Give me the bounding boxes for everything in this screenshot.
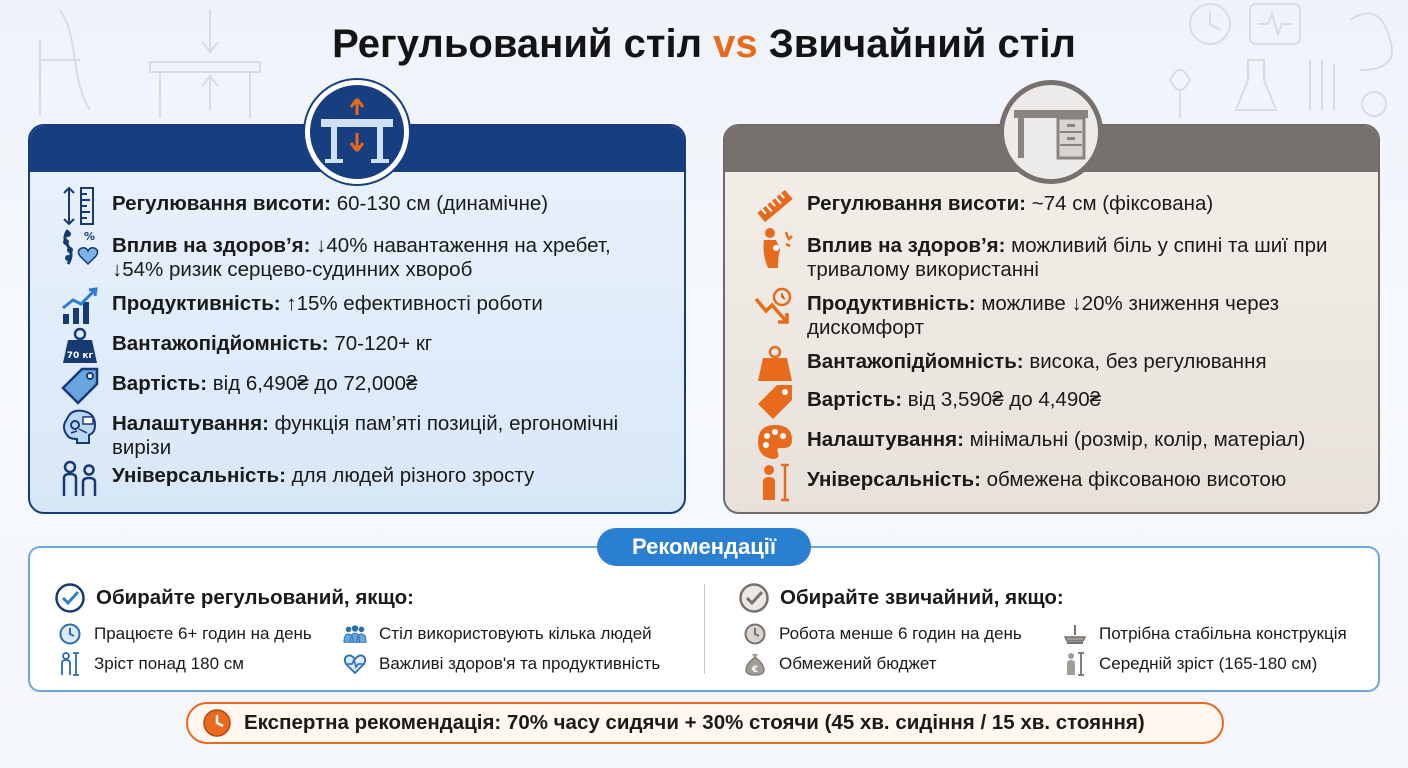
feature-value: 60-130 см (динамічне) <box>336 192 549 215</box>
feature-row-load <box>58 332 666 372</box>
feature-label: Налаштування: <box>112 412 269 435</box>
page-title <box>0 22 1408 67</box>
check-circle-icon <box>54 582 86 614</box>
recommend-item <box>743 621 1022 647</box>
weight-label: 70 кг <box>66 351 94 361</box>
recommend-adjustable-heading <box>54 582 414 614</box>
feature-value: можливе ↓20% зниження через дискомфорт <box>807 292 1280 339</box>
recommend-item <box>343 621 652 647</box>
feature-value: від 6,490₴ до 72,000₴ <box>212 372 418 395</box>
feature-value: можливий біль у спині та шиї при тривалому використанні <box>807 234 1328 281</box>
recommend-item <box>58 621 312 647</box>
svg-text:%: % <box>84 230 96 243</box>
feature-label: Продуктивність: <box>807 292 976 315</box>
adjustable-features-list <box>58 192 666 504</box>
person-height-icon <box>1063 652 1087 676</box>
recommend-regular-heading <box>738 582 1064 614</box>
svg-text:€: € <box>751 665 759 675</box>
feature-row-health <box>58 230 666 292</box>
palette-icon <box>753 420 797 464</box>
feature-value: від 3,590₴ до 4,490₴ <box>907 388 1102 411</box>
recommend-item-text: Середній зріст (165-180 см) <box>1099 654 1318 673</box>
feature-value: мінімальні (розмір, колір, матеріал) <box>969 428 1306 451</box>
feature-label: Вартість: <box>112 372 208 395</box>
clock-icon <box>58 622 82 646</box>
feature-row-versatility <box>58 464 666 504</box>
recommend-item-text: Стіл використовують кілька людей <box>379 624 652 643</box>
feature-row-price <box>58 372 666 412</box>
spine-heart-icon <box>58 226 102 270</box>
feature-label: Налаштування: <box>807 428 964 451</box>
feature-row-settings <box>58 412 666 464</box>
feature-value: обмежена фіксованою висотою <box>986 468 1287 491</box>
feature-value: 70-120+ кг <box>334 332 433 355</box>
feature-row-price <box>753 388 1360 428</box>
feature-value: ~74 см (фіксована) <box>1031 192 1214 215</box>
feature-label: Вантажопідйомність: <box>112 332 329 355</box>
recommendations-title: Рекомендації <box>597 528 811 566</box>
expert-text: Експертна рекомендація: 70% часу сидячи + 30% стоячи (45 хв. сидіння / 15 хв. стояння) <box>244 711 1145 734</box>
check-circle-icon <box>738 582 770 614</box>
title-regular: Звичайний стіл <box>768 22 1076 66</box>
recommend-item <box>58 651 244 677</box>
weight-icon <box>58 324 102 368</box>
expert-recommendation <box>186 702 1224 744</box>
person-height-icon <box>58 652 82 676</box>
clock-icon <box>202 708 232 738</box>
price-tag-icon <box>753 380 797 424</box>
office-desk-icon <box>999 80 1103 184</box>
title-adjustable: Регульований стіл <box>332 22 702 66</box>
adjustable-desk-card <box>28 124 686 514</box>
feature-row-height <box>753 192 1360 234</box>
ruler-icon <box>753 184 797 228</box>
feature-label: Продуктивність: <box>112 292 281 315</box>
feature-value: ↓40% навантаження на хребет, ↓54% ризик серцево-судинних хвороб <box>112 234 611 281</box>
feature-label: Вплив на здоров’я: <box>807 234 1006 257</box>
recommendations-divider <box>704 584 705 674</box>
recommend-adjustable <box>54 582 414 614</box>
recommend-item <box>1063 651 1317 677</box>
feature-label: Вартість: <box>807 388 903 411</box>
recommend-item-text: Потрібна стабільна конструкція <box>1099 624 1347 643</box>
group-icon <box>343 622 367 646</box>
anvil-icon <box>1063 622 1087 646</box>
feature-label: Універсальність: <box>112 464 286 487</box>
recommend-item-text: Важливі здоров'я та продуктивність <box>379 654 661 673</box>
brain-settings-icon <box>58 404 102 448</box>
feature-label: Регулювання висоти: <box>807 192 1027 215</box>
regular-features-list <box>753 192 1360 508</box>
feature-label: Універсальність: <box>807 468 981 491</box>
growth-chart-icon <box>58 284 102 328</box>
person-height-icon <box>753 460 797 504</box>
price-tag-icon <box>58 364 102 408</box>
title-vs: vs <box>713 22 758 66</box>
feature-row-health <box>753 234 1360 292</box>
decline-chart-icon <box>753 284 797 328</box>
recommend-item-text: Обмежений бюджет <box>779 654 937 673</box>
feature-value: для людей різного зросту <box>291 464 535 487</box>
recommend-heading-text: Обирайте регульований, якщо: <box>96 586 414 609</box>
feature-row-productivity <box>58 292 666 332</box>
recommend-regular <box>738 582 1064 614</box>
recommend-heading-text: Обирайте звичайний, якщо: <box>780 586 1064 609</box>
feature-row-settings <box>753 428 1360 468</box>
recommend-item-text: Працюєте 6+ годин на день <box>94 624 312 643</box>
recommend-item-text: Робота менше 6 годин на день <box>779 624 1022 643</box>
people-icon <box>58 456 102 500</box>
feature-value: висока, без регулювання <box>1029 350 1267 373</box>
standing-desk-icon <box>305 80 409 184</box>
recommend-item <box>343 651 660 677</box>
feature-row-load <box>753 350 1360 388</box>
feature-value: функція пам’яті позицій, ергономічні вирізи <box>112 412 619 459</box>
feature-label: Вплив на здоров’я: <box>112 234 311 257</box>
feature-row-productivity <box>753 292 1360 350</box>
back-pain-icon <box>753 226 797 270</box>
ruler-icon <box>58 184 102 228</box>
feature-row-height <box>58 192 666 234</box>
recommend-item <box>1063 621 1347 647</box>
recommend-item <box>743 651 937 677</box>
feature-label: Регулювання висоти: <box>112 192 332 215</box>
heart-pulse-icon <box>343 652 367 676</box>
money-bag-icon <box>743 652 767 676</box>
regular-desk-card <box>723 124 1380 514</box>
feature-row-versatility <box>753 468 1360 508</box>
recommend-item-text: Зріст понад 180 см <box>94 654 244 673</box>
clock-icon <box>743 622 767 646</box>
feature-label: Вантажопідйомність: <box>807 350 1024 373</box>
feature-value: ↑15% ефективності роботи <box>286 292 543 315</box>
